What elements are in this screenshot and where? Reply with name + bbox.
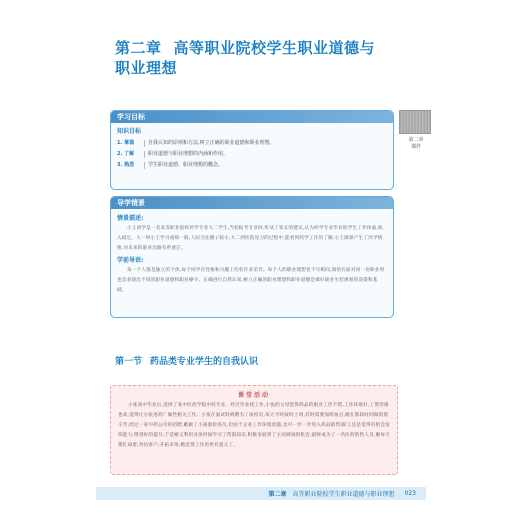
goal-level: 1. 掌握 <box>117 140 135 146</box>
class-activity-text: 小张高中毕业后,选择了某中医药学院中药专业。经过毕业找工作,小张的父母觉得药品的职业工作不错,工作环境好,工资待遇也高,觉得让小张进药厂做些相关工作。小张在面试时被聘为了质检员,每天平时按时上班,有时需要加班加点,她在那段时间做的很辛苦,经过一家中药公司的招聘,她做了小质量检查员,但由于企业工作环境优越,也可一步一步进入药品销售部门,还是觉得有机会发挥能力,得到好的提升,于是她又利用业余时间学习了营销知识,积极争取到了主动调岗的机会,最终成为了一名医药销售人员,她每天都忙碌着,拜访客户,开拓市场,她觉得工作的更有意义了。 <box>118 403 390 448</box>
goal-text: 自我认知的原则和方法,树立正确的职业道德和职业理想。 <box>148 140 275 146</box>
section-heading <box>115 354 258 367</box>
knowledge-goals-subtitle: 知识目标 <box>117 128 142 135</box>
goal-level: 2. 了解 <box>117 151 135 157</box>
lead-in-title: 学前导语: <box>117 257 144 264</box>
courseware-qr-image[interactable] <box>399 110 431 134</box>
chapter-title-part1: 高等职业院校学生职业道德与 <box>173 39 376 57</box>
goal-level: 3. 熟悉 <box>117 162 135 168</box>
footer-chapter: 第二章 <box>268 491 287 498</box>
scene-description-title: 情景描述: <box>117 215 144 222</box>
chapter-number: 第二章 <box>115 39 162 57</box>
goal-text: 职业道德与职业理想的内涵和作用。 <box>148 151 229 157</box>
goal-separator <box>144 162 145 169</box>
class-activity-box <box>110 385 398 475</box>
lead-in-text: 每一个人都是独立的个体,每个同学在性格和兴趣上均有许多差异。每个人的职业理想也不尽相同,领悟在面对同一份职业时也会表现出不同的职业道德和职业操守。正确进行自我认知,树立正确的职业理想和职业道德是做好职业生涯规划的前提和基础。 <box>117 268 385 293</box>
learning-goals-title: 学习目标 <box>111 111 393 123</box>
page-footer <box>96 487 426 500</box>
goal-item <box>117 138 387 149</box>
goal-separator <box>144 140 145 147</box>
guide-title: 导学情景 <box>111 197 393 209</box>
guide-scenario-box <box>110 196 394 318</box>
goal-text: 学生职业道德、职业理想的概念。 <box>148 162 224 168</box>
goal-item <box>117 160 387 171</box>
section-title: 药品类专业学生的自我认识 <box>150 357 259 367</box>
goal-separator <box>144 151 145 158</box>
courseware-label: 第二章 课件 <box>408 137 424 150</box>
footer-title: 高等职业院校学生职业道德与职业理想 <box>292 491 395 498</box>
chapter-title-line1 <box>115 38 415 58</box>
class-activity-title: 课堂活动 <box>237 392 270 399</box>
learning-goals-box <box>110 110 394 190</box>
section-number: 第一节 <box>115 357 143 367</box>
goal-item <box>117 149 387 160</box>
scene-description-text: 小王同学是一名高等职业院校药学专业大二学生,当初报考专业时,听从了家长的建议,认为药学专业毕业的学生工作体面,收入稳定。大一时小王学习成绩一般,人际交往圈子较小,大二到医院见习的过程中,能看到药学工作的了解,小王渐渐产生了厌学情绪,对未来的职业出路有些迷茫。 <box>117 226 383 251</box>
chapter-title-line2: 职业理想 <box>115 59 178 77</box>
page-number: 023 <box>404 490 416 497</box>
chapter-heading <box>115 38 415 78</box>
